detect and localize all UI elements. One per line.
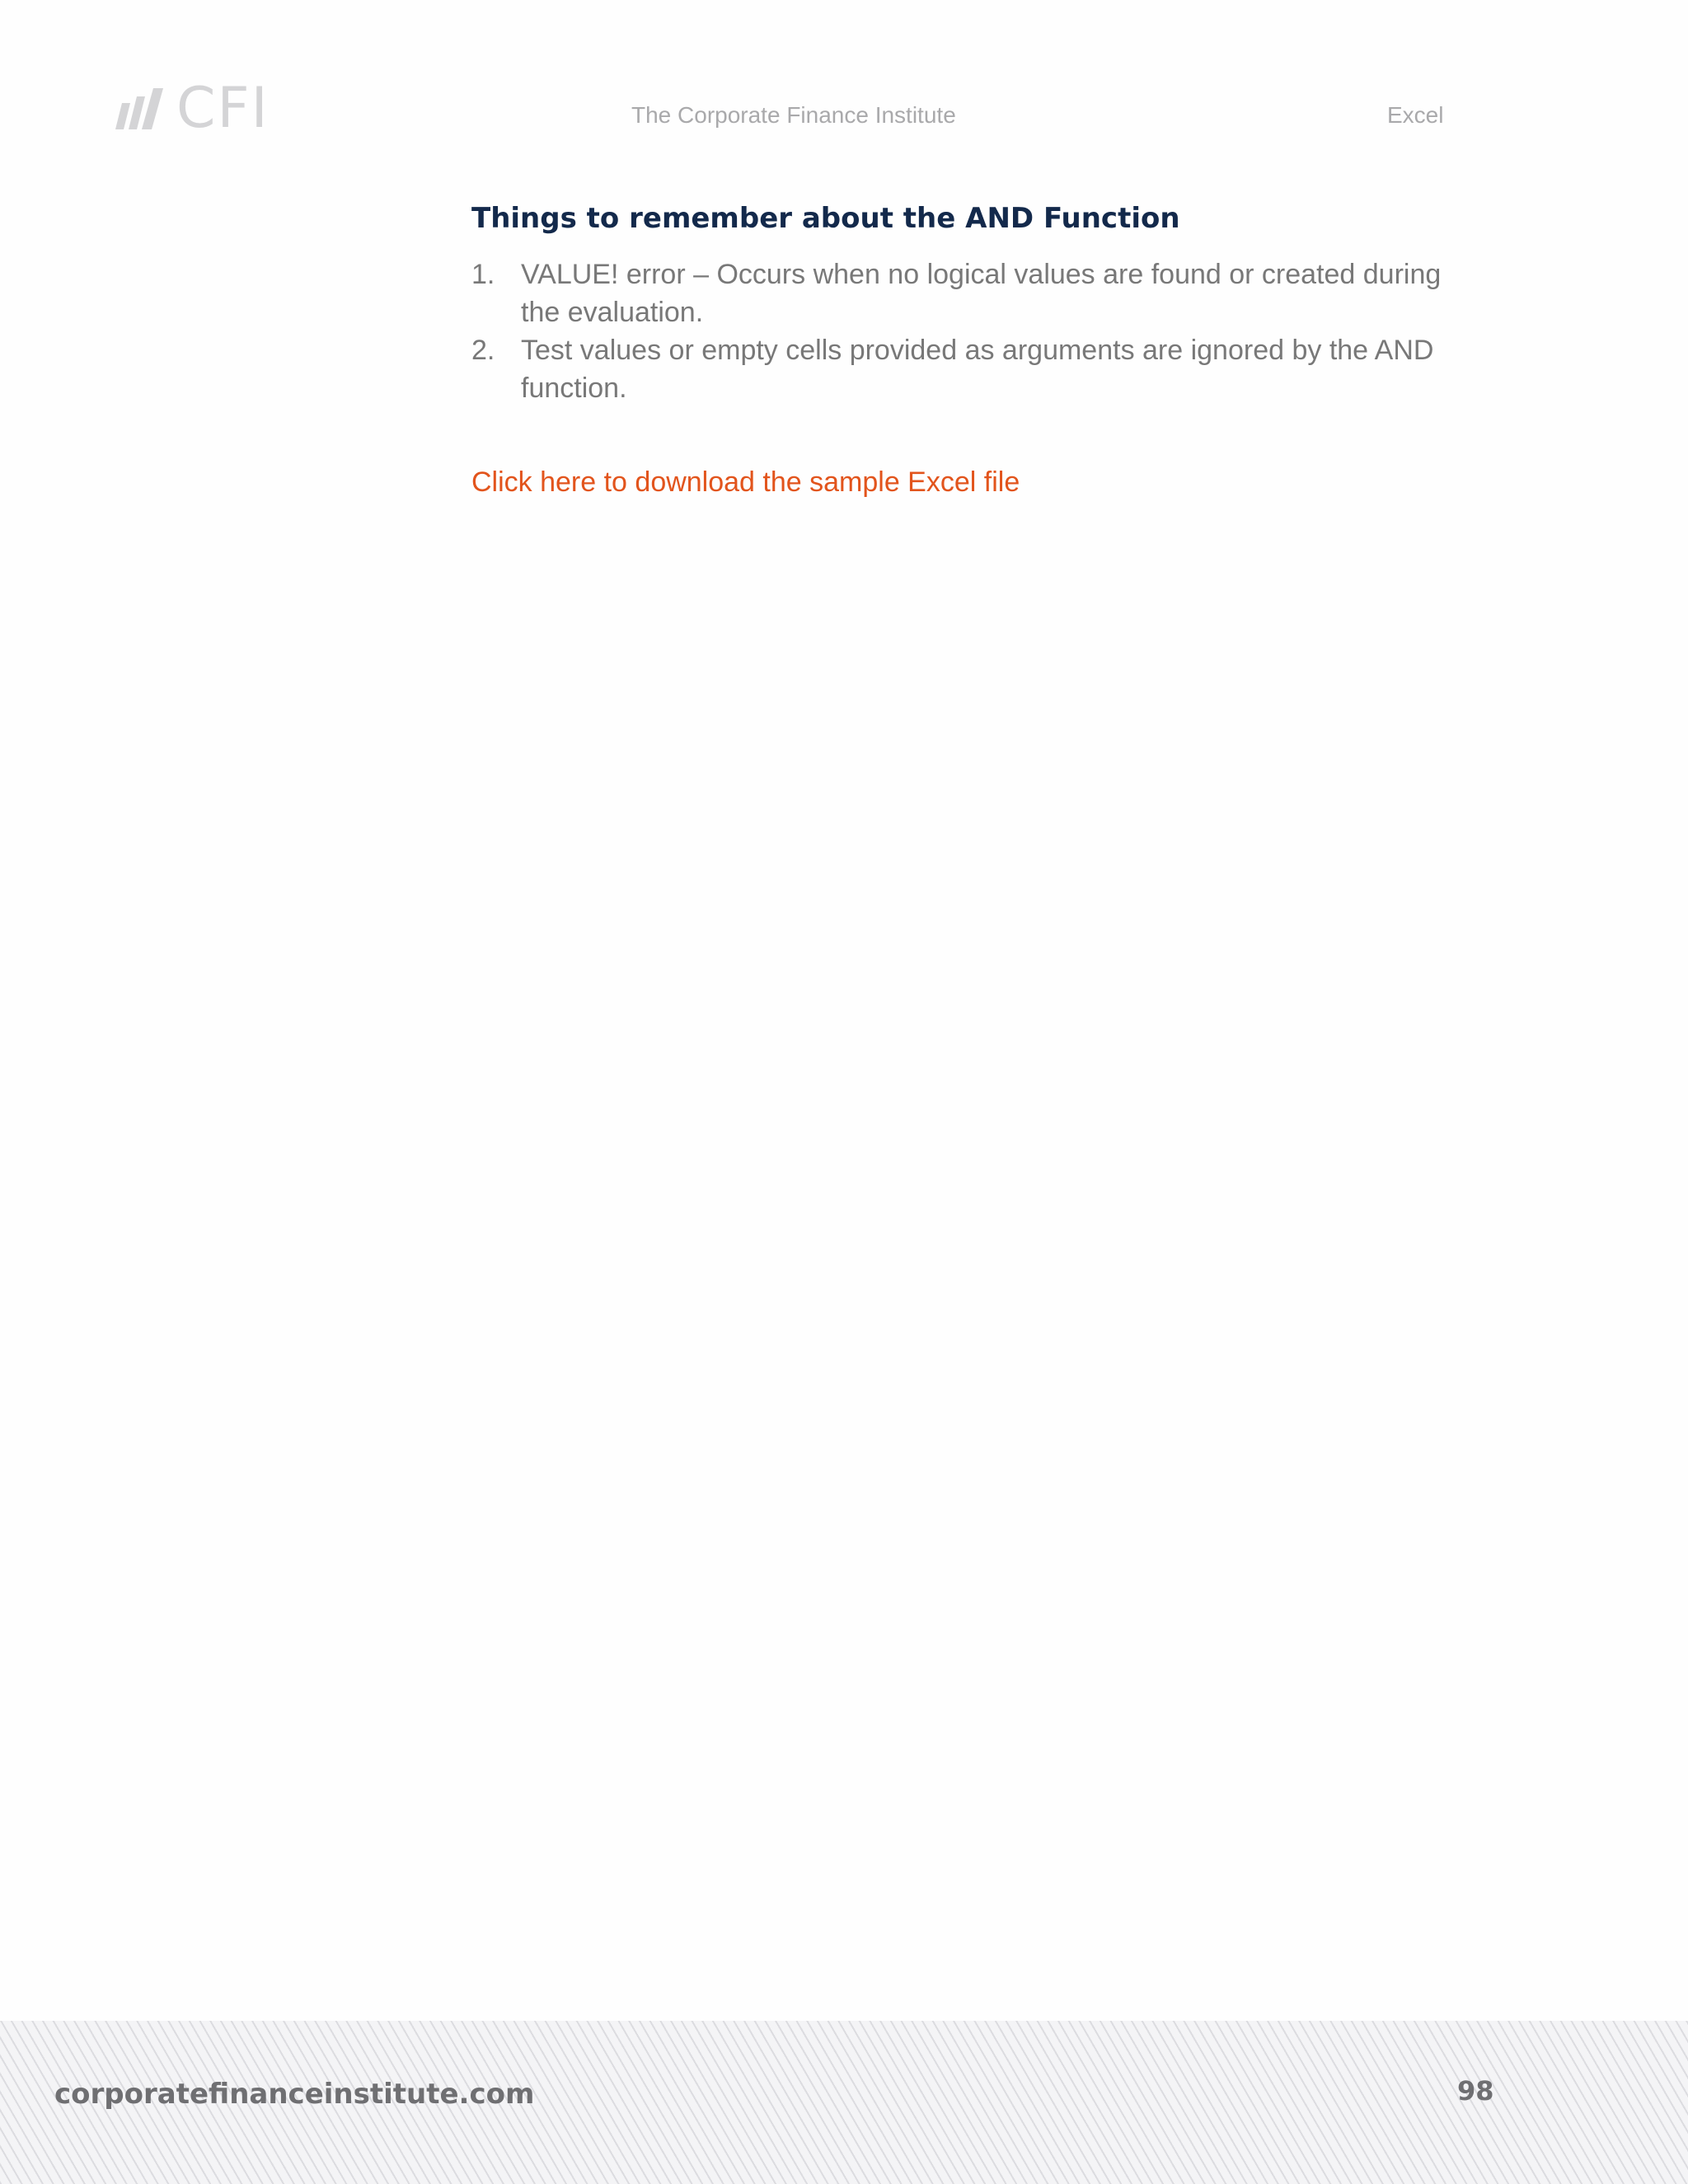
logo-text: CFI (176, 76, 270, 141)
list-item-text: VALUE! error – Occurs when no logical values are found or created during the evaluation. (521, 259, 1442, 328)
header-section-label: Excel (1387, 102, 1444, 128)
footer-website[interactable]: corporatefinanceinstitute.com (54, 2078, 535, 2111)
notes-list (471, 255, 1477, 407)
header-institute-name: The Corporate Finance Institute (631, 102, 956, 128)
cfi-logo (114, 76, 270, 141)
page-number: 98 (1457, 2075, 1494, 2107)
list-item-number: 2. (471, 335, 495, 366)
main-content (471, 196, 1477, 501)
cfi-slanted-bars-icon (114, 85, 173, 133)
list-item-text: Test values or empty cells provided as arguments are ignored by the AND function. (521, 335, 1434, 404)
section-title: Things to remember about the AND Function (471, 202, 1180, 235)
list-item-number: 1. (471, 259, 495, 290)
download-sample-link[interactable]: Click here to download the sample Excel file (471, 466, 1020, 498)
list-item (471, 331, 1477, 407)
list-item (471, 255, 1477, 331)
